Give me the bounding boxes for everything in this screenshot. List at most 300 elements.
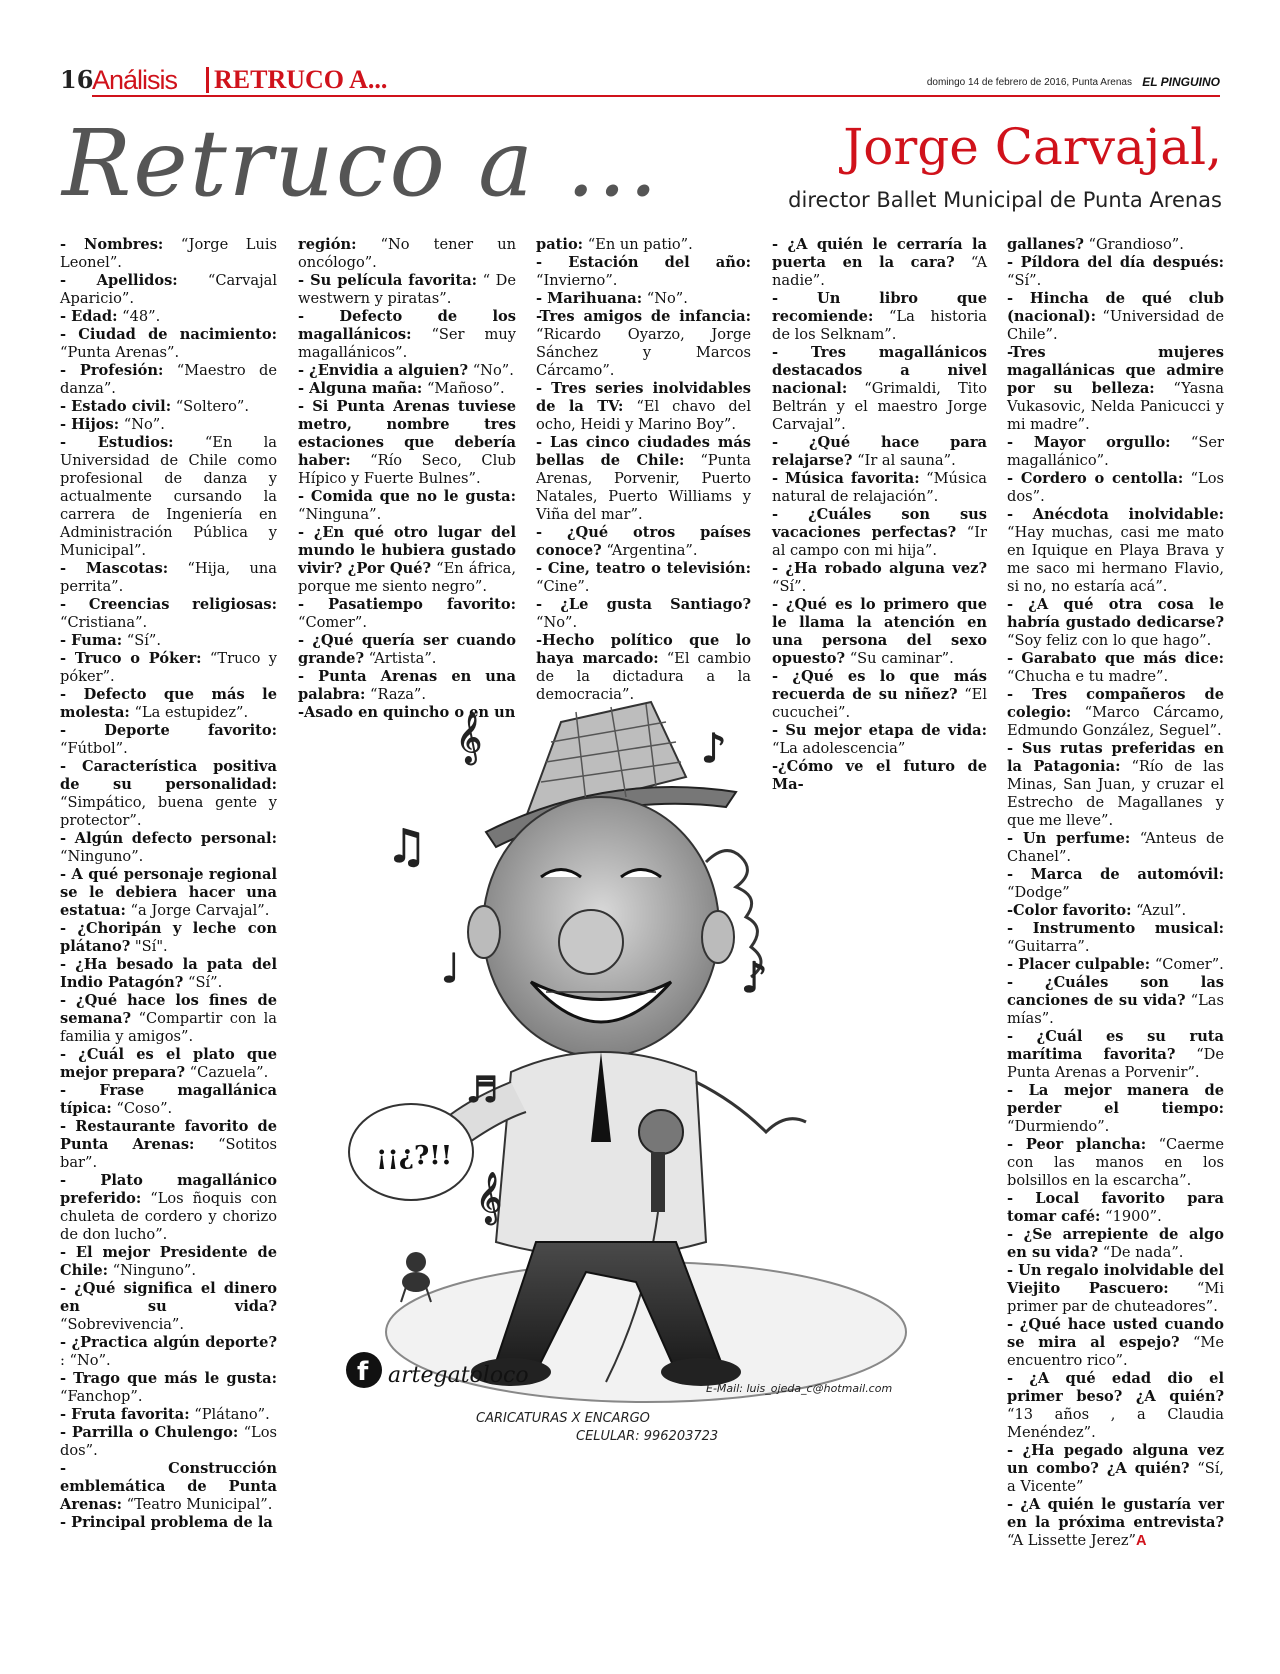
qa-question: -Hecho político que lo haya marcado: bbox=[536, 632, 751, 667]
qa-question: - Plato magallánico preferido: bbox=[60, 1172, 277, 1207]
qa-answer: “Anteus de Chanel”. bbox=[1007, 830, 1224, 865]
facebook-letter: f bbox=[357, 1357, 369, 1387]
qa-item bbox=[772, 560, 987, 596]
qa-answer: “La estupidez”. bbox=[129, 704, 249, 721]
qa-item bbox=[60, 1280, 277, 1334]
qa-answer: “A Lissette Jerez” bbox=[1007, 1532, 1136, 1549]
svg-text:𝄞: 𝄞 bbox=[476, 1172, 503, 1223]
svg-text:♩: ♩ bbox=[441, 946, 460, 992]
qa-answer: : “No”. bbox=[60, 1352, 111, 1369]
qa-question: - ¿Envidia a alguien? bbox=[298, 362, 469, 379]
qa-item bbox=[536, 290, 751, 308]
text-column-1 bbox=[60, 236, 277, 1532]
qa-item bbox=[536, 308, 751, 380]
caption-line-1: CARICATURAS X ENCARGO bbox=[476, 1411, 650, 1426]
caricature-illustration bbox=[346, 682, 986, 1540]
qa-question: - Fuma: bbox=[60, 632, 123, 649]
qa-item bbox=[536, 596, 751, 632]
section-divider bbox=[206, 67, 209, 93]
qa-answer: “La historia de los Selknam”. bbox=[772, 308, 987, 343]
qa-item bbox=[298, 596, 516, 632]
qa-answer: “A nadie”. bbox=[772, 254, 987, 289]
qa-item bbox=[536, 254, 751, 290]
qa-item bbox=[1007, 506, 1224, 596]
qa-answer: “Coso”. bbox=[111, 1100, 173, 1117]
qa-item bbox=[1007, 290, 1224, 344]
qa-answer: “Soy feliz con lo que hago”. bbox=[1007, 632, 1212, 649]
qa-item bbox=[1007, 344, 1224, 434]
artist-signature: artegatoloco bbox=[388, 1363, 529, 1388]
qa-question: - Ciudad de nacimiento: bbox=[60, 326, 277, 343]
right-arm bbox=[696, 1082, 806, 1132]
qa-question: - ¿Qué hace usted cuando se mira al espejo? bbox=[1007, 1316, 1224, 1351]
qa-answer: “Grimaldi, Tito Beltrán y el maestro Jorge Carvajal”. bbox=[772, 380, 987, 433]
qa-item bbox=[60, 1424, 277, 1460]
qa-item bbox=[60, 596, 277, 632]
qa-question: - Estado civil: bbox=[60, 398, 172, 415]
qa-answer: “Ir al sauna”. bbox=[852, 452, 956, 469]
qa-item bbox=[1007, 866, 1224, 902]
qa-answer: “Jorge Luis Leonel”. bbox=[60, 236, 278, 271]
qa-answer: “Yasna Vukasovic, Nelda Panicucci y mi madre”. bbox=[1007, 380, 1224, 433]
qa-answer: “No”. bbox=[468, 362, 514, 379]
qa-question: - Mayor orgullo: bbox=[1007, 434, 1171, 451]
qa-question: patio: bbox=[536, 236, 584, 253]
qa-answer: “No”. bbox=[642, 290, 688, 307]
qa-question: - Defecto de los magallánicos: bbox=[298, 308, 516, 343]
qa-item bbox=[1007, 1136, 1224, 1190]
newspaper-name: EL PINGUINO bbox=[1142, 75, 1220, 89]
qa-item bbox=[60, 308, 277, 326]
qa-answer: “Comer”. bbox=[298, 614, 367, 631]
svg-text:♪: ♪ bbox=[741, 953, 768, 1002]
qa-answer: “Argentina”. bbox=[601, 542, 698, 559]
qa-answer: “Comer”. bbox=[1150, 956, 1224, 973]
qa-item bbox=[1007, 902, 1224, 920]
qa-answer: “En áfrica, porque me siento negro”. bbox=[298, 560, 516, 595]
qa-question: - ¿Cuáles son las canciones de su vida? bbox=[1007, 974, 1224, 1009]
qa-question: - Marihuana: bbox=[536, 290, 643, 307]
qa-question: - Tres series inolvidables de la TV: bbox=[536, 380, 751, 415]
qa-item bbox=[1007, 254, 1224, 290]
qa-question: - Truco o Póker: bbox=[60, 650, 202, 667]
qa-answer: “Caerme con las manos en los bolsillos en la escarcha”. bbox=[1007, 1136, 1224, 1189]
qa-item bbox=[298, 524, 516, 596]
text-column-5 bbox=[1007, 236, 1224, 1550]
qa-answer: “Hay muchas, casi me mato en Iquique en Playa Brava y me saco mi hermano Flavio, si no, no estaría acá”. bbox=[1007, 524, 1224, 595]
qa-question: - Nombres: bbox=[60, 236, 164, 253]
qa-answer: “Universidad de Chile”. bbox=[1007, 308, 1224, 343]
qa-item bbox=[1007, 1316, 1224, 1370]
qa-item bbox=[298, 362, 516, 380]
qa-answer: “Fanchop”. bbox=[60, 1388, 143, 1405]
qa-answer: “a Jorge Carvajal”. bbox=[125, 902, 270, 919]
qa-answer: “48”. bbox=[117, 308, 161, 325]
qa-item bbox=[60, 992, 277, 1046]
qa-question: - Apellidos: bbox=[60, 272, 178, 289]
qa-question: - Principal problema de la bbox=[60, 1514, 273, 1531]
qa-answer: “Ricardo Oyarzo, Jorge Sánchez y Marcos Cárcamo”. bbox=[536, 326, 751, 379]
facebook-icon bbox=[346, 1352, 382, 1388]
qa-answer: “Punta Arenas, Porvenir, Puerto Natales, Puerto Williams y Viña del mar”. bbox=[536, 452, 751, 523]
qa-answer: “Sí”. bbox=[772, 578, 807, 595]
caption-line-2: CELULAR: 996203723 bbox=[576, 1429, 719, 1444]
qa-answer: “Sí”. bbox=[183, 974, 223, 991]
qa-answer: “De nada”. bbox=[1098, 1244, 1184, 1261]
qa-question: - ¿En qué otro lugar del mundo le hubiera gustado vivir? ¿Por Qué? bbox=[298, 524, 516, 577]
qa-item bbox=[60, 1244, 277, 1280]
qa-question: - ¿Practica algún deporte? bbox=[60, 1334, 277, 1351]
qa-answer: “Sotitos bar”. bbox=[60, 1136, 277, 1171]
qa-answer: “Ser muy magallánicos”. bbox=[298, 326, 516, 361]
qa-item bbox=[60, 1514, 277, 1532]
qa-question: - ¿Ha robado alguna vez? bbox=[772, 560, 987, 577]
qa-item bbox=[1007, 1496, 1224, 1550]
qa-question: - Un libro que recomiende: bbox=[772, 290, 987, 325]
qa-item bbox=[1007, 1082, 1224, 1136]
qa-item bbox=[60, 398, 277, 416]
qa-item bbox=[60, 272, 277, 308]
qa-question: - Parrilla o Chulengo: bbox=[60, 1424, 239, 1441]
qa-answer: “Compartir con la familia y amigos”. bbox=[60, 1010, 277, 1045]
qa-question: - Garabato que más dice: bbox=[1007, 650, 1224, 667]
qa-item bbox=[60, 1046, 277, 1082]
qa-answer: “Hija, una perrita”. bbox=[60, 560, 277, 595]
qa-question: - Música favorita: bbox=[772, 470, 920, 487]
dateline: domingo 14 de febrero de 2016, Punta Arenas bbox=[926, 77, 1132, 88]
qa-item bbox=[60, 326, 277, 362]
qa-item bbox=[298, 236, 516, 272]
qa-answer: “Música natural de relajación”. bbox=[772, 470, 987, 505]
qa-question: - La mejor manera de perder el tiempo: bbox=[1007, 1082, 1224, 1117]
qa-question: - Restaurante favorito de Punta Arenas: bbox=[60, 1118, 277, 1153]
qa-question: - Hijos: bbox=[60, 416, 120, 433]
qa-answer: “Durmiendo”. bbox=[1007, 1118, 1110, 1135]
qa-answer: “Grandioso”. bbox=[1083, 236, 1184, 253]
qa-question: - ¿A quién le gustaría ver en la próxima entrevista? bbox=[1007, 1496, 1224, 1531]
qa-question: - ¿Qué otros países conoce? bbox=[536, 524, 751, 559]
qa-item bbox=[60, 362, 277, 398]
qa-item bbox=[1007, 1262, 1224, 1316]
qa-question: - Tres compañeros de colegio: bbox=[1007, 686, 1224, 721]
qa-question: - Tres magallánicos destacados a nivel nacional: bbox=[772, 344, 987, 397]
qa-item bbox=[60, 956, 277, 992]
qa-item bbox=[298, 308, 516, 362]
script-title: Retruco a ... bbox=[62, 110, 660, 217]
qa-question: - Característica positiva de su personalidad: bbox=[60, 758, 277, 793]
qa-question: - Deporte favorito: bbox=[60, 722, 277, 739]
qa-item bbox=[60, 722, 277, 758]
qa-question: - Peor plancha: bbox=[1007, 1136, 1147, 1153]
qa-item bbox=[1007, 1370, 1224, 1442]
svg-text:𝄞: 𝄞 bbox=[456, 712, 483, 763]
svg-text:♪: ♪ bbox=[701, 726, 727, 772]
qa-question: -Asado en quincho o en un bbox=[298, 704, 516, 721]
svg-text:♫: ♫ bbox=[386, 819, 428, 873]
qa-answer: “Sí, a Vicente” bbox=[1007, 1460, 1225, 1495]
qa-item bbox=[1007, 434, 1224, 470]
qa-item bbox=[60, 560, 277, 596]
qa-question: -¿Cómo ve el futuro de Ma- bbox=[772, 758, 987, 793]
qa-question: - Un regalo inolvidable del Viejito Pascuero: bbox=[1007, 1262, 1224, 1297]
qa-question: - Edad: bbox=[60, 308, 118, 325]
qa-item bbox=[772, 470, 987, 506]
qa-item bbox=[1007, 920, 1224, 956]
qa-question: - ¿A qué otra cosa le habría gustado dedicarse? bbox=[1007, 596, 1224, 631]
qa-item bbox=[1007, 470, 1224, 506]
qa-question: - A qué personaje regional se le debiera hacer una estatua: bbox=[60, 866, 277, 919]
text-column-3 bbox=[536, 236, 751, 704]
qa-answer: “Mañoso”. bbox=[422, 380, 505, 397]
qa-item bbox=[1007, 1028, 1224, 1082]
qa-question: - ¿Qué hace los fines de semana? bbox=[60, 992, 277, 1027]
qa-question: - Local favorito para tomar café: bbox=[1007, 1190, 1224, 1225]
qa-question: - Las cinco ciudades más bellas de Chile: bbox=[536, 434, 751, 469]
qa-answer: “Marco Cárcamo, Edmundo González, Seguel”. bbox=[1007, 704, 1224, 739]
qa-question: - ¿Qué es lo que más recuerda de su niñez? bbox=[772, 668, 987, 703]
qa-item bbox=[60, 758, 277, 830]
qa-question: - Si Punta Arenas tuviese metro, nombre tres estaciones que debería haber: bbox=[298, 398, 516, 469]
qa-question: - Estación del año: bbox=[536, 254, 751, 271]
qa-question: - Mascotas: bbox=[60, 560, 169, 577]
qa-answer: “Guitarra”. bbox=[1007, 938, 1090, 955]
qa-item bbox=[536, 560, 751, 596]
qa-answer: “ De westwern y piratas”. bbox=[298, 272, 516, 307]
qa-answer: “No”. bbox=[536, 614, 578, 631]
qa-question: -Tres amigos de infancia: bbox=[536, 308, 751, 325]
qa-answer: “Las mías”. bbox=[1007, 992, 1224, 1027]
qa-item bbox=[60, 1370, 277, 1406]
qa-question: - ¿Ha pegado alguna vez un combo? ¿A quién? bbox=[1007, 1442, 1224, 1477]
qa-answer: “Raza”. bbox=[365, 686, 427, 703]
qa-question: - Construcción emblemática de Punta Arenas: bbox=[60, 1460, 277, 1513]
qa-answer: “En un patio”. bbox=[583, 236, 693, 253]
qa-item bbox=[1007, 956, 1224, 974]
qa-question: - ¿Le gusta Santiago? bbox=[536, 596, 751, 613]
qa-answer: “Mi primer par de chuteadores”. bbox=[1007, 1280, 1224, 1315]
qa-item bbox=[536, 380, 751, 434]
qa-answer: “Ninguna”. bbox=[298, 506, 382, 523]
qa-item bbox=[772, 290, 987, 344]
qa-answer: “Los dos”. bbox=[60, 1424, 277, 1459]
qa-question: - ¿Cuáles son sus vacaciones perfectas? bbox=[772, 506, 987, 541]
qa-item bbox=[60, 1460, 277, 1514]
qa-question: - ¿Qué significa el dinero en su vida? bbox=[60, 1280, 277, 1315]
qa-item bbox=[1007, 830, 1224, 866]
qa-question: - Placer culpable: bbox=[1007, 956, 1151, 973]
end-mark: A bbox=[1135, 1533, 1147, 1549]
qa-answer: “Los ñoquis con chuleta de cordero y chorizo de don lucho”. bbox=[60, 1190, 277, 1243]
qa-question: - Defecto que más le molesta: bbox=[60, 686, 277, 721]
qa-question: - Su película favorita: bbox=[298, 272, 478, 289]
qa-answer: “13 años , a Claudia Menéndez”. bbox=[1007, 1406, 1224, 1441]
qa-answer: “Los dos”. bbox=[1007, 470, 1224, 505]
qa-item bbox=[298, 380, 516, 398]
qa-item bbox=[60, 1406, 277, 1424]
qa-answer: “El cambio de la dictadura a la democracia”. bbox=[536, 650, 751, 703]
qa-question: - ¿Ha besado la pata del Indio Patagón? bbox=[60, 956, 277, 991]
qa-question: - Hincha de qué club (nacional): bbox=[1007, 290, 1224, 325]
speech-bubble bbox=[349, 1104, 473, 1200]
qa-answer: “Chucha e tu madre”. bbox=[1007, 668, 1169, 685]
qa-item bbox=[1007, 686, 1224, 740]
qa-answer: “Río de las Minas, San Juan, y cruzar el Estrecho de Magallanes y que me lleve”. bbox=[1007, 758, 1224, 829]
qa-answer: “Artista”. bbox=[364, 650, 437, 667]
qa-answer: “Sobrevivencia”. bbox=[60, 1316, 185, 1333]
nose-shape bbox=[559, 910, 623, 974]
qa-answer: “Carvajal Aparicio”. bbox=[60, 272, 277, 307]
qa-question: región: bbox=[298, 236, 357, 253]
qa-answer: “Dodge” bbox=[1007, 884, 1070, 901]
qa-question: - Píldora del día después: bbox=[1007, 254, 1224, 271]
qa-answer: “Sí”. bbox=[1007, 272, 1042, 289]
qa-answer: “No tener un oncólogo”. bbox=[298, 236, 516, 271]
qa-question: - ¿Cuál es su ruta marítima favorita? bbox=[1007, 1028, 1224, 1063]
qa-item bbox=[60, 866, 277, 920]
qa-item bbox=[772, 344, 987, 434]
qa-item bbox=[60, 686, 277, 722]
qa-item bbox=[1007, 1190, 1224, 1226]
speech-bubble-text: ¡¡¿?!! bbox=[376, 1141, 453, 1171]
qa-answer: “Punta Arenas”. bbox=[60, 344, 180, 361]
qa-question: -Tres mujeres magallánicas que admire por su belleza: bbox=[1007, 344, 1224, 397]
qa-item bbox=[536, 236, 751, 254]
qa-item bbox=[60, 434, 277, 560]
qa-question: - Marca de automóvil: bbox=[1007, 866, 1224, 883]
qa-item bbox=[1007, 1442, 1224, 1496]
qa-question: - Fruta favorita: bbox=[60, 1406, 190, 1423]
qa-item bbox=[1007, 236, 1224, 254]
qa-question: - Anécdota inolvidable: bbox=[1007, 506, 1224, 523]
qa-answer: “Invierno”. bbox=[536, 272, 618, 289]
qa-item bbox=[536, 434, 751, 524]
qa-question: - Estudios: bbox=[60, 434, 174, 451]
qa-question: - Creencias religiosas: bbox=[60, 596, 277, 613]
qa-answer: “Truco y póker”. bbox=[60, 650, 277, 685]
qa-question: - ¿A qué edad dio el primer beso? ¿A quién? bbox=[1007, 1370, 1224, 1405]
qa-question: - Profesión: bbox=[60, 362, 164, 379]
qa-question: - ¿Choripán y leche con plátano? bbox=[60, 920, 277, 955]
header-rule bbox=[92, 95, 1220, 97]
qa-question: - Trago que más le gusta: bbox=[60, 1370, 277, 1387]
subsection-label: RETRUCO A... bbox=[214, 65, 388, 94]
qa-answer: “Cazuela”. bbox=[185, 1064, 269, 1081]
qa-item bbox=[60, 1334, 277, 1370]
qa-answer: “Teatro Municipal”. bbox=[121, 1496, 273, 1513]
qa-item bbox=[772, 236, 987, 290]
qa-answer: “El cucuchei”. bbox=[772, 686, 987, 721]
qa-question: - ¿Se arrepiente de algo en su vida? bbox=[1007, 1226, 1224, 1261]
qa-answer: “1900”. bbox=[1100, 1208, 1162, 1225]
qa-answer: “Ninguno”. bbox=[108, 1262, 196, 1279]
qa-question: -Color favorito: bbox=[1007, 902, 1132, 919]
qa-item bbox=[772, 596, 987, 668]
qa-answer: “Su caminar”. bbox=[845, 650, 954, 667]
qa-item bbox=[1007, 974, 1224, 1028]
qa-item bbox=[298, 488, 516, 524]
qa-answer: “Sí”. bbox=[122, 632, 162, 649]
qa-item bbox=[1007, 740, 1224, 830]
qa-item bbox=[60, 1172, 277, 1244]
qa-question: - Frase magallánica típica: bbox=[60, 1082, 277, 1117]
qa-answer: “El chavo del ocho, Heidi y Marino Boy”. bbox=[536, 398, 751, 433]
qa-item bbox=[60, 650, 277, 686]
qa-item bbox=[1007, 596, 1224, 650]
qa-answer: “Soltero”. bbox=[171, 398, 249, 415]
qa-answer: “Plátano”. bbox=[189, 1406, 270, 1423]
qa-answer: “Ir al campo con mi hija”. bbox=[772, 524, 987, 559]
qa-item bbox=[60, 830, 277, 866]
interviewee-role: director Ballet Municipal de Punta Arenas bbox=[788, 188, 1222, 212]
qa-item bbox=[298, 272, 516, 308]
qa-question: gallanes? bbox=[1007, 236, 1084, 253]
text-column-2 bbox=[298, 236, 516, 722]
qa-question: - ¿Qué quería ser cuando grande? bbox=[298, 632, 516, 667]
qa-item bbox=[772, 434, 987, 470]
qa-question: - Cine, teatro o televisión: bbox=[536, 560, 751, 577]
qa-question: - ¿Qué hace para relajarse? bbox=[772, 434, 987, 469]
qa-answer: “Fútbol”. bbox=[60, 740, 128, 757]
qa-item bbox=[298, 632, 516, 668]
qa-answer: “Ser magallánico”. bbox=[1007, 434, 1224, 469]
qa-answer: “Simpático, buena gente y protector”. bbox=[60, 794, 277, 829]
qa-question: - Sus rutas preferidas en la Patagonia: bbox=[1007, 740, 1224, 775]
qa-answer: “Azul”. bbox=[1131, 902, 1187, 919]
qa-question: - ¿Qué es lo primero que le llama la atención en una persona del sexo opuesto? bbox=[772, 596, 987, 667]
qa-item bbox=[1007, 650, 1224, 686]
qa-question: - Punta Arenas en una palabra: bbox=[298, 668, 516, 703]
qa-question: - Pasatiempo favorito: bbox=[298, 596, 516, 613]
qa-answer: “Cristiana”. bbox=[60, 614, 148, 631]
qa-answer: “La adolescencia” bbox=[772, 740, 906, 757]
section-label: Análisis bbox=[92, 65, 178, 95]
qa-question: - El mejor Presidente de Chile: bbox=[60, 1244, 277, 1279]
qa-question: - Algún defecto personal: bbox=[60, 830, 277, 847]
qa-question: - Comida que no le gusta: bbox=[298, 488, 516, 505]
page-number: 16 bbox=[60, 65, 94, 94]
qa-question: - Instrumento musical: bbox=[1007, 920, 1224, 937]
qa-item bbox=[1007, 1226, 1224, 1262]
qa-item bbox=[536, 524, 751, 560]
svg-text:♬: ♬ bbox=[466, 1070, 499, 1111]
qa-answer: “Maestro de danza”. bbox=[60, 362, 277, 397]
qa-item bbox=[60, 1082, 277, 1118]
qa-question: - Su mejor etapa de vida: bbox=[772, 722, 987, 739]
qa-answer: "Sí". bbox=[130, 938, 168, 955]
qa-question: - ¿Cuál es el plato que mejor prepara? bbox=[60, 1046, 277, 1081]
qa-answer: “De Punta Arenas a Porvenir”. bbox=[1007, 1046, 1225, 1081]
artist-email: E-Mail: luis_ojeda_c@hotmail.com bbox=[706, 1382, 893, 1395]
qa-question: - Cordero o centolla: bbox=[1007, 470, 1184, 487]
qa-item bbox=[60, 416, 277, 434]
qa-answer: “En la Universidad de Chile como profesional de danza y actualmente cursando la carrera de Ingeniería en Administración Pública y Municipal”. bbox=[60, 434, 277, 559]
qa-item bbox=[60, 1118, 277, 1172]
qa-answer: “Ninguno”. bbox=[60, 848, 144, 865]
qa-item bbox=[60, 632, 277, 650]
qa-question: - ¿A quién le cerraría la puerta en la cara? bbox=[772, 236, 987, 271]
qa-answer: “Me encuentro rico”. bbox=[1007, 1334, 1224, 1369]
qa-item bbox=[772, 506, 987, 560]
interviewee-name: Jorge Carvajal, bbox=[843, 118, 1222, 176]
qa-answer: “Río Seco, Club Hípico y Fuerte Bulnes”. bbox=[298, 452, 516, 487]
qa-item bbox=[60, 920, 277, 956]
qa-item bbox=[60, 236, 277, 272]
qa-item bbox=[298, 398, 516, 488]
qa-answer: “No”. bbox=[119, 416, 165, 433]
qa-question: - Alguna maña: bbox=[298, 380, 423, 397]
qa-question: - Un perfume: bbox=[1007, 830, 1131, 847]
page-header bbox=[60, 65, 1220, 97]
